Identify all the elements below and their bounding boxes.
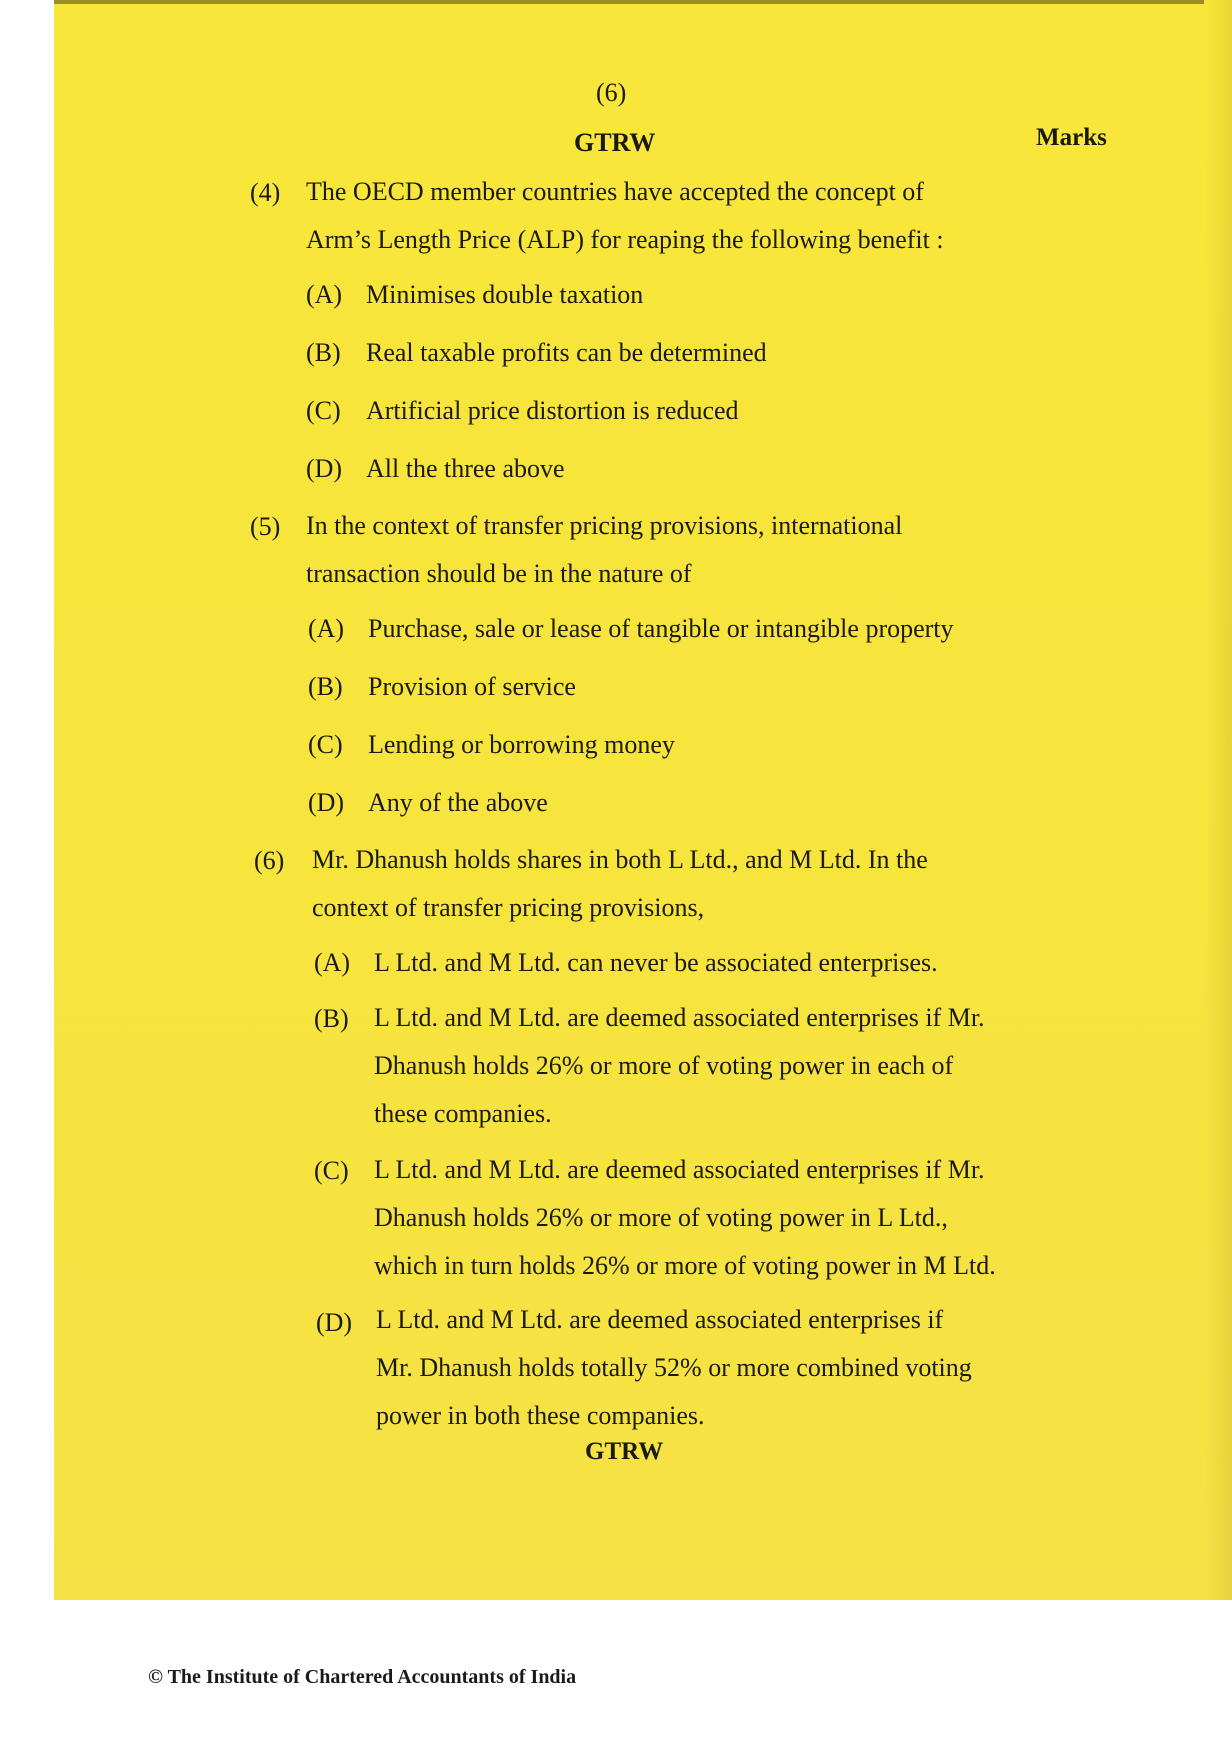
question-6-number: (6) xyxy=(254,846,285,875)
question-5-text-line-1: In the context of transfer pricing provisions, international xyxy=(306,511,903,540)
question-5-option-b-letter: (B) xyxy=(308,672,343,701)
marks-column-label: Marks xyxy=(1036,124,1107,151)
question-4-option-a-text: Minimises double taxation xyxy=(366,280,644,309)
question-6-option-d-line-2: Mr. Dhanush holds totally 52% or more combined voting xyxy=(376,1353,972,1382)
question-6-option-d-letter: (D) xyxy=(316,1308,353,1337)
question-6-option-c-line-2: Dhanush holds 26% or more of voting power in L Ltd., xyxy=(374,1203,948,1232)
question-6-option-c-line-1: L Ltd. and M Ltd. are deemed associated enterprises if Mr. xyxy=(374,1155,985,1184)
question-6-option-b-line-2: Dhanush holds 26% or more of voting power in each of xyxy=(374,1051,954,1080)
question-5-text-line-2: transaction should be in the nature of xyxy=(306,559,692,588)
question-5-option-c-letter: (C) xyxy=(308,730,343,759)
question-4-option-b-text: Real taxable profits can be determined xyxy=(366,338,767,367)
question-5-option-b-text: Provision of service xyxy=(368,672,576,701)
top-border-line xyxy=(54,0,1204,4)
question-6-option-b-line-3: these companies. xyxy=(374,1099,552,1128)
question-5-option-a-letter: (A) xyxy=(308,614,345,643)
question-6-option-c-line-3: which in turn holds 26% or more of voting power in M Ltd. xyxy=(374,1251,996,1280)
page-number: (6) xyxy=(596,78,627,107)
question-6-text-line-1: Mr. Dhanush holds shares in both L Ltd., and M Ltd. In the xyxy=(312,845,928,874)
question-6-option-b-letter: (B) xyxy=(314,1004,349,1033)
question-4-option-d-text: All the three above xyxy=(366,454,565,483)
question-6-option-a-letter: (A) xyxy=(314,948,351,977)
question-4-option-c-text: Artificial price distortion is reduced xyxy=(366,396,739,425)
question-4-option-c-letter: (C) xyxy=(306,396,341,425)
header-paper-code: GTRW xyxy=(574,128,656,157)
question-5-number: (5) xyxy=(250,512,281,541)
paper-right-edge-shadow xyxy=(1206,0,1232,1600)
question-5-option-d-letter: (D) xyxy=(308,788,345,817)
question-4-option-d-letter: (D) xyxy=(306,454,343,483)
question-4-option-b-letter: (B) xyxy=(306,338,341,367)
question-5-option-c-text: Lending or borrowing money xyxy=(368,730,675,759)
question-4-option-a-letter: (A) xyxy=(306,280,343,309)
question-6-option-d-line-1: L Ltd. and M Ltd. are deemed associated enterprises if xyxy=(376,1305,944,1334)
question-4-text-line-1: The OECD member countries have accepted the concept of xyxy=(306,177,924,206)
question-5-option-d-text: Any of the above xyxy=(368,788,548,817)
question-6-option-b-line-1: L Ltd. and M Ltd. are deemed associated enterprises if Mr. xyxy=(374,1003,985,1032)
question-4-number: (4) xyxy=(250,178,281,207)
footer-paper-code: GTRW xyxy=(585,1438,664,1465)
question-6-option-d-line-3: power in both these companies. xyxy=(376,1401,705,1430)
question-4-text-line-2: Arm’s Length Price (ALP) for reaping the following benefit : xyxy=(306,225,944,254)
question-6-option-c-letter: (C) xyxy=(314,1156,349,1185)
copyright-notice: © The Institute of Chartered Accountants of India xyxy=(148,1666,577,1688)
question-5-option-a-text: Purchase, sale or lease of tangible or intangible property xyxy=(368,614,954,643)
question-6-option-a-text: L Ltd. and M Ltd. can never be associated enterprises. xyxy=(374,948,938,977)
question-6-text-line-2: context of transfer pricing provisions, xyxy=(312,893,705,922)
